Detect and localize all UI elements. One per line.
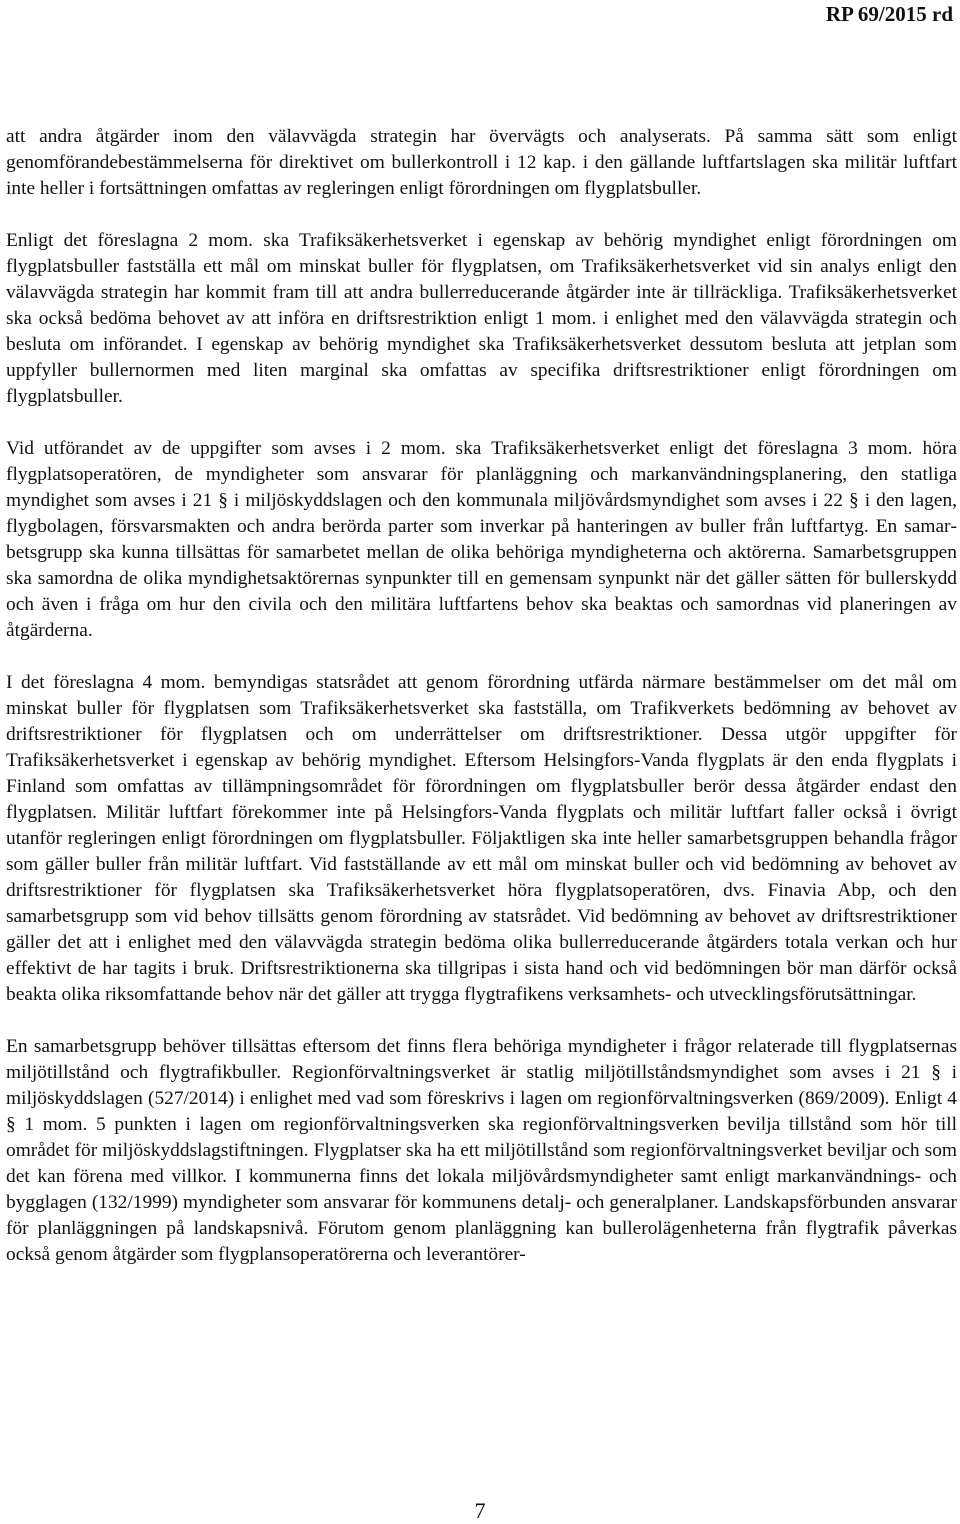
paragraph-cooperation-group: En samarbetsgrupp behöver tillsättas eftersom det finns flera behöriga myndigheter i frågor relaterade till flygplatsernas miljötillstånd och flygtrafikbuller. Regionförvaltningsverket är statlig miljötillståndsmyndighet som avses i 21 § i miljöskyddslagen (527/2014) i enlighet med vad som föreskrivs i lagen om regionförvaltningsverken (869/2009). Enligt 4 § 1 mom. 5 punkten i lagen om regionförvaltningsverken ska regionförvaltningsverken bevilja tillstånd som hör till området för miljöskyddslagstiftningen. Flygplatser ska ha ett miljötillstånd som regionförvaltningsverket beviljar och som det kan förena med villkor. I kommunerna finns det lokala miljövårdsmyndigheter samt enligt markanvändnings- och bygglagen (132/1999) myndigheter som ansvarar för kommunens detalj- och generalplaner. Landskapsförbunden ansvarar för planläggningen på landskapsnivå. Förutom genom planläggning kan bullerolägenheterna från flygtrafik påverkas också genom åtgärder som flygplansoperatörerna och leverantörer- — [6, 1036, 957, 1265]
page-number: 7 — [474, 1498, 486, 1523]
paragraph-government-decree: I det föreslagna 4 mom. bemyndigas statsrådet att genom förordning utfärda närmare bestämmelser om det mål om minskat buller för flygplatsen som Trafiksäkerhetsverket ska fastställa, om Trafikverkets bedömning av behovet av driftsrestriktioner för flygplatsen och om underrättelser om driftsrestriktioner. Dessa utgör uppgifter för Trafiksäkerhetsverket i egenskap av behörig myndighet. Eftersom Helsingfors-Vanda flygplats är den enda flygplats i Finland som omfattas av tillämpningsområdet för förordningen om flygplatsbuller berör dessa åtgärder endast den flygplatsen. Militär luftfart förekommer inte på Helsingfors-Vanda flygplats och militär luftfart faller också i övrigt utanför regleringen enligt förordningen om flygplatsbuller. Följaktligen ska inte heller samarbetsgruppen behandla frågor som gäller buller från militär luftfart. Vid fastställande av ett mål om minskat buller och vid bedömning av behovet av driftsrestriktioner för flygplatsen ska Trafiksäkerhetsverket höra flygplatsoperatören, dvs. Finavia Abp, och den samarbetsgrupp som vid behov tillsätts genom förordning av statsrådet. Vid bedömning av behovet av driftsrestriktioner gäller det att i enlighet med den välavvägda strategin bedöma olika bullerreducerande åtgärders totala verkan och hur effektivt de har tagits i bruk. Driftsrestriktionerna ska tillgripas i sista hand och vid bedömningen bör man därför också beakta olika riksomfattande behov när det gäller att trygga flygtrafikens verksamhets- och utvecklingsförutsättningar. — [6, 672, 957, 1005]
paragraph-consultation-cooperation: Vid utförandet av de uppgifter som avses i 2 mom. ska Trafiksäkerhetsverket enligt det föreslagna 3 mom. höra flygplatsoperatören, de myndigheter som ansvarar för planläggning och markanvändningsplanering, den statliga myndighet som avses i 21 § i miljöskyddslagen och den kommunala miljövårdsmyndighet som avses i 22 § i den lagen, flygbolagen, försvarsmakten och andra berörda parter som inverkar på hanteringen av buller från luftfartyg. En samarbetsgrupp ska kunna tillsättas för samarbetet mellan de olika behöriga myndigheterna och aktörerna. Samarbetsgruppen ska samordna de olika myndighetsaktörernas synpunkter till en gemensam synpunkt när det gäller sätten för bullerskydd och även i fråga om hur den civila och den militära luftfartens behov ska beaktas och samordnas vid planeringen av åtgärderna. — [6, 438, 957, 641]
document-body — [6, 124, 957, 1268]
document-reference-header: RP 69/2015 rd — [825, 2, 953, 26]
paragraph-military-aviation: att andra åtgärder inom den välavvägda strategin har övervägts och analyserats. På samma sätt som enligt genomförandebestämmelserna för direktivet om bullerkontroll i 12 kap. i den gällande luftfartslagen ska militär luftfart inte heller i fortsättningen omfattas av regleringen enligt förordningen om flygplatsbuller. — [6, 126, 957, 199]
paragraph-noise-target: Enligt det föreslagna 2 mom. ska Trafiksäkerhetsverket i egenskap av behörig myndighet enligt förordningen om flygplatsbuller fastställa ett mål om minskat buller för flygplatsen, om Trafiksäkerhetsverket vid sin analys enligt den välavvägda strategin har kommit fram till att andra bullerreducerande åtgärder inte är tillräckliga. Trafiksäkerhetsverket ska också bedöma behovet av att införa en driftsrestriktion enligt 1 mom. i enlighet med den välavvägda strategin och besluta om införandet. I egenskap av behörig myndighet ska Trafiksäkerhetsverket dessutom besluta att jetplan som uppfyller bullernormen med liten marginal ska omfattas av specifika driftsrestriktioner enligt förordningen om flygplatsbuller. — [6, 230, 957, 407]
